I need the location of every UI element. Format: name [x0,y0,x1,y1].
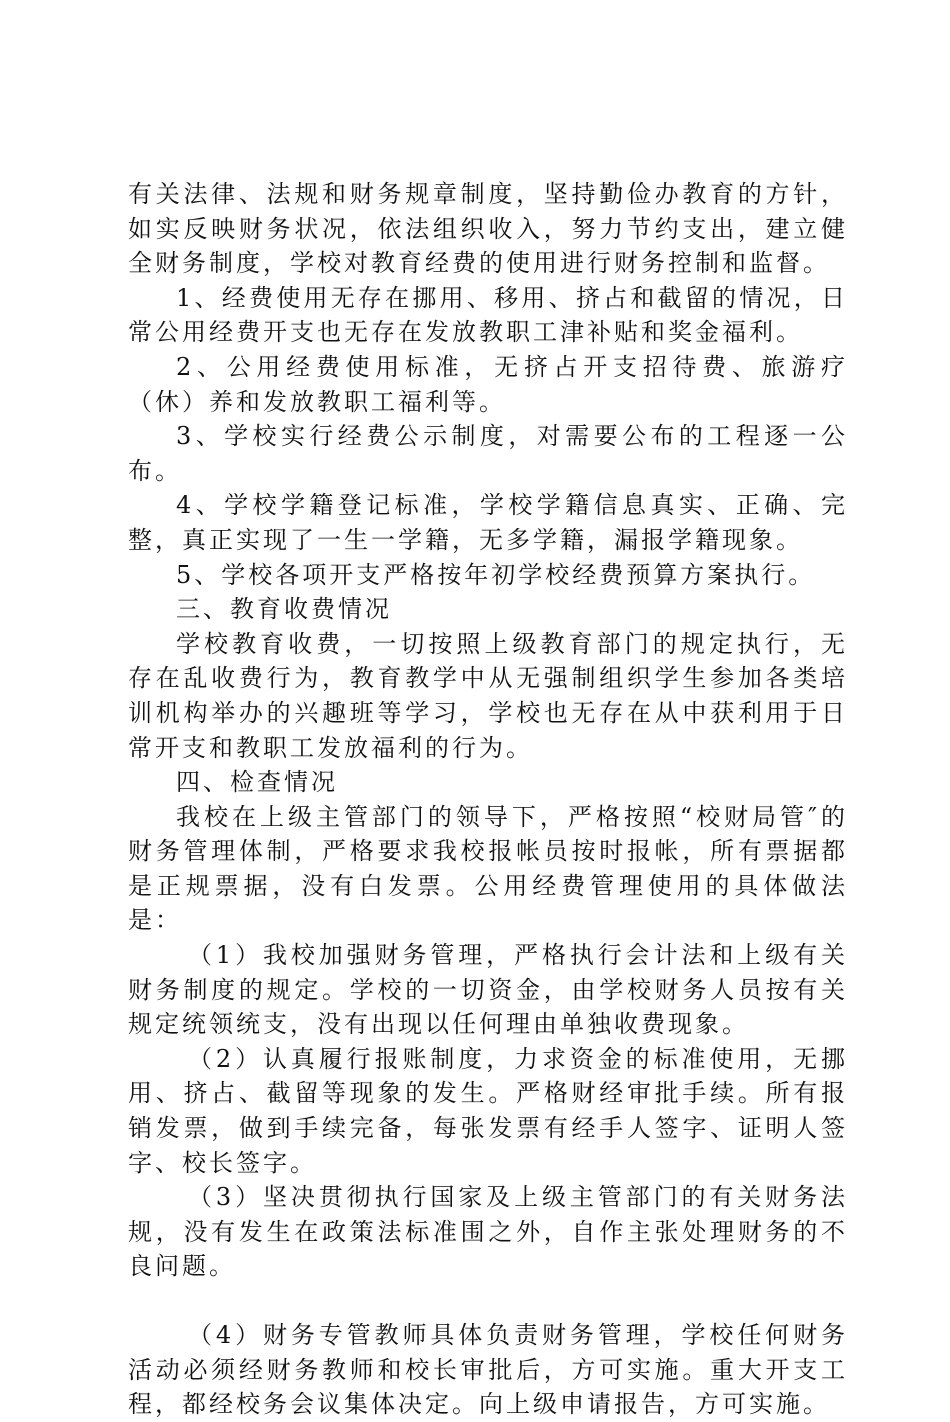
paragraph-item-5: 5、学校各项开支严格按年初学校经费预算方案执行。 [176,560,816,589]
paragraph-subitem-2: （2）认真履行报账制度，力求资金的标准使用，无挪用、挤占、截留等现象的发生。严格财经审批手续。所有报销发票，做到手续完备，每张发票有经手人签字、证明人签字、校长签字。 [128,1044,848,1177]
paragraph-item-3: 3、学校实行经费公示制度，对需要公布的工程逐一公布。 [128,422,848,485]
section-heading-fees: 三、教育收费情况 [176,595,392,624]
paragraph-inspection: 我校在上级主管部门的领导下，严格按照“校财局管″的财务管理体制，严格要求我校报帐员按时报帐，所有票据都是正规票据，没有白发票。公用经费管理使用的具体做法是： [128,802,848,935]
paragraph-subitem-1: （1）我校加强财务管理，严格执行会计法和上级有关财务制度的规定。学校的一切资金，由学校财务人员按有关规定统领统支，没有出现以任何理由单独收费现象。 [128,941,848,1039]
paragraph-subitem-4: （4）财务专管教师具体负责财务管理，学校任何财务活动必须经财务教师和校长审批后，方可实施。重大开支工程，都经校务会议集体决定。向上级申请报告，方可实施。 [128,1321,848,1419]
paragraph-intro: 有关法律、法规和财务规章制度，坚持勤俭办教育的方针，如实反映财务状况，依法组织收入，努力节约支出，建立健全财务制度，学校对教育经费的使用进行财务控制和监督。 [128,180,848,278]
paragraph-subitem-3: （3）坚决贯彻执行国家及上级主管部门的有关财务法规，没有发生在政策法标准围之外，自作主张处理财务的不良问题。 [128,1183,848,1281]
paragraph-item-1: 1、经费使用无存在挪用、移用、挤占和截留的情况，日常公用经费开支也无存在发放教职工津补贴和奖金福利。 [128,283,848,347]
paragraph-item-2: 2、公用经费使用标准，无挤占开支招待费、旅游疗（休）养和发放教职工福利等。 [128,352,848,416]
document-body [128,177,848,1422]
paragraph-item-4: 4、学校学籍登记标准，学校学籍信息真实、正确、完整，真正实现了一生一学籍，无多学籍，漏报学籍现象。 [128,491,848,554]
paragraph-fees: 学校教育收费，一切按照上级教育部门的规定执行，无存在乱收费行为，教育教学中从无强制组织学生参加各类培训机构举办的兴趣班等学习，学校也无存在从中获利用于日常开支和教职工发放福利的行为。 [128,629,848,762]
section-heading-inspection: 四、检查情况 [176,768,338,797]
